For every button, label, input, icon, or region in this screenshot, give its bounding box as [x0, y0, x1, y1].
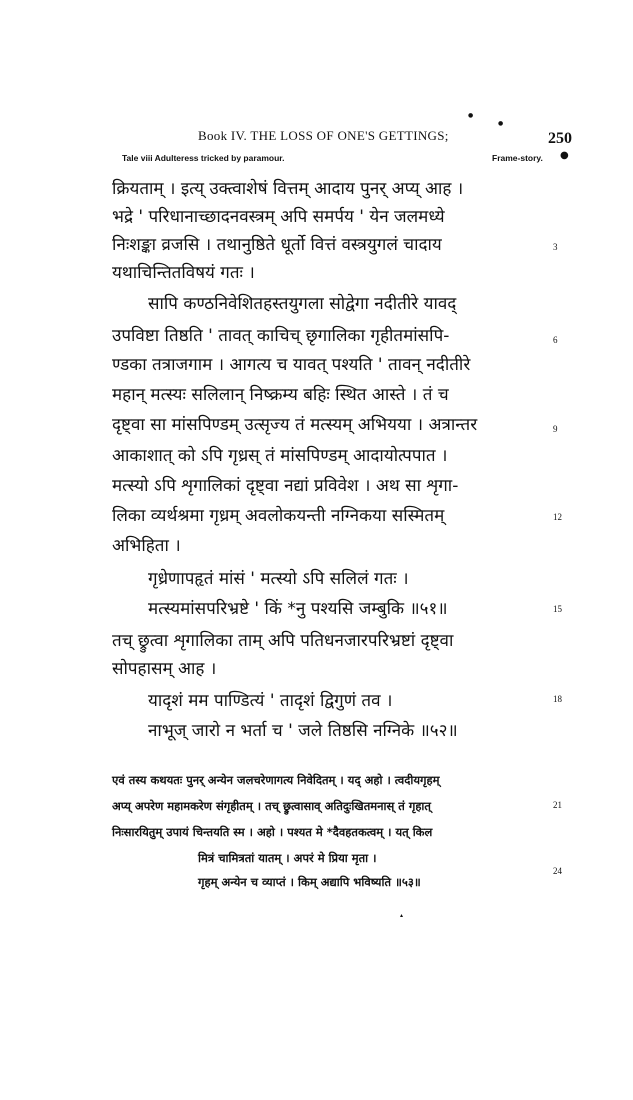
verse-line: गृध्रेणापहृतं मांसं ' मत्स्यो ऽपि सलिलं गतः ।: [148, 569, 409, 589]
text-line: लिका व्यर्थश्रमा गृध्रम् अवलोकयन्ती नग्निकया सस्मितम्: [112, 506, 445, 526]
print-speck: ●: [498, 120, 504, 127]
text-line: महान् मत्स्यः सलिलान् निष्क्रम्य बहिः स्थित आस्ते । तं च: [112, 385, 449, 405]
commentary-verse-line: मित्रं चामित्रतां यातम् । अपरं मे प्रिया मृता ।: [198, 851, 377, 865]
commentary-line: एवं तस्य कथयतः पुनर् अन्येन जलचरेणागत्य निवेदितम् । यद् अहो । त्वदीयगृहम्: [112, 773, 440, 787]
text-line: मत्स्यो ऽपि शृगालिकां दृष्ट्वा नद्यां प्रविवेश । अथ सा शृगा-: [112, 476, 459, 496]
print-speck: ●: [468, 112, 474, 119]
text-line: क्रियताम् । इत्य् उक्त्वाशेषं वित्तम् आदाय पुनर् अप्य् आह ।: [112, 179, 464, 199]
text-line: ण्डका तत्राजगाम । आगत्य च यावत् पश्यति ' तावन् नदीतीरे: [112, 355, 471, 375]
commentary-verse-line: गृहम् अन्येन च व्याप्तं । किम् अद्यापि भविष्यति ॥५३॥: [198, 875, 421, 889]
text-line: अभिहिता ।: [112, 536, 181, 556]
running-head: Book IV. THE LOSS OF ONE'S GETTINGS;: [198, 128, 449, 143]
print-speck: ▴: [400, 912, 404, 919]
text-line: निःशङ्का व्रजसि । तथानुष्ठिते धूर्तो वित्तं वस्त्रयुगलं चादाय: [112, 235, 442, 255]
text-line: भद्रे ' परिधानाच्छादनवस्त्रम् अपि समर्पय ' येन जलमध्ये: [112, 207, 445, 227]
line-number: 15: [553, 604, 562, 614]
tale-subhead: Tale viii Adulteress tricked by paramour.: [122, 153, 285, 163]
line-number: 18: [553, 694, 562, 704]
line-number: 9: [553, 424, 558, 434]
commentary-line: निःसारयितुम् उपायं चिन्तयति स्म । अहो । पश्यत मे *दैवहतकत्वम् । यत् किल: [112, 825, 433, 839]
verse-line: यादृशं मम पाण्डित्यं ' तादृशं द्विगुणं तव ।: [148, 691, 393, 711]
text-line: सापि कण्ठनिवेशितहस्तयुगला सोद्वेगा नदीतीरे यावद्: [148, 294, 457, 314]
page-number: 250: [548, 130, 572, 147]
text-line: सोपहासम् आह ।: [112, 659, 217, 679]
line-number: 6: [553, 335, 558, 345]
line-number: 12: [553, 512, 562, 522]
commentary-line: अप्य् अपरेण महामकरेण संगृहीतम् । तच् छ्रुत्वासाव् अतिदुःखितमनास् तं गृहात्: [112, 799, 431, 813]
bullet-mark: ●: [560, 150, 569, 161]
verse-line: मत्स्यमांसपरिभ्रष्टे ' किं *नु पश्यसि जम्बुकि ॥५१॥: [148, 599, 448, 619]
text-line: उपविष्टा तिष्ठति ' तावत् काचिच् छृगालिका गृहीतमांसपि-: [112, 326, 450, 346]
text-line: यथाचिन्तितविषयं गतः ।: [112, 263, 255, 283]
verse-line: नाभूज् जारो न भर्ता च ' जले तिष्ठसि नग्निके ॥५२॥: [148, 721, 458, 741]
text-line: दृष्ट्वा सा मांसपिण्डम् उत्सृज्य तं मत्स्यम् अभियया । अत्रान्तर: [112, 415, 478, 435]
section-subhead: Frame-story.: [492, 153, 543, 163]
text-line: आकाशात् को ऽपि गृध्रस् तं मांसपिण्डम् आदायोत्पपात ।: [112, 446, 448, 466]
line-number: 24: [553, 866, 562, 876]
text-line: तच् छ्रुत्वा शृगालिका ताम् अपि पतिधनजारपरिभ्रष्टां दृष्ट्वा: [112, 631, 454, 651]
line-number: 21: [553, 800, 562, 810]
line-number: 3: [553, 242, 558, 252]
